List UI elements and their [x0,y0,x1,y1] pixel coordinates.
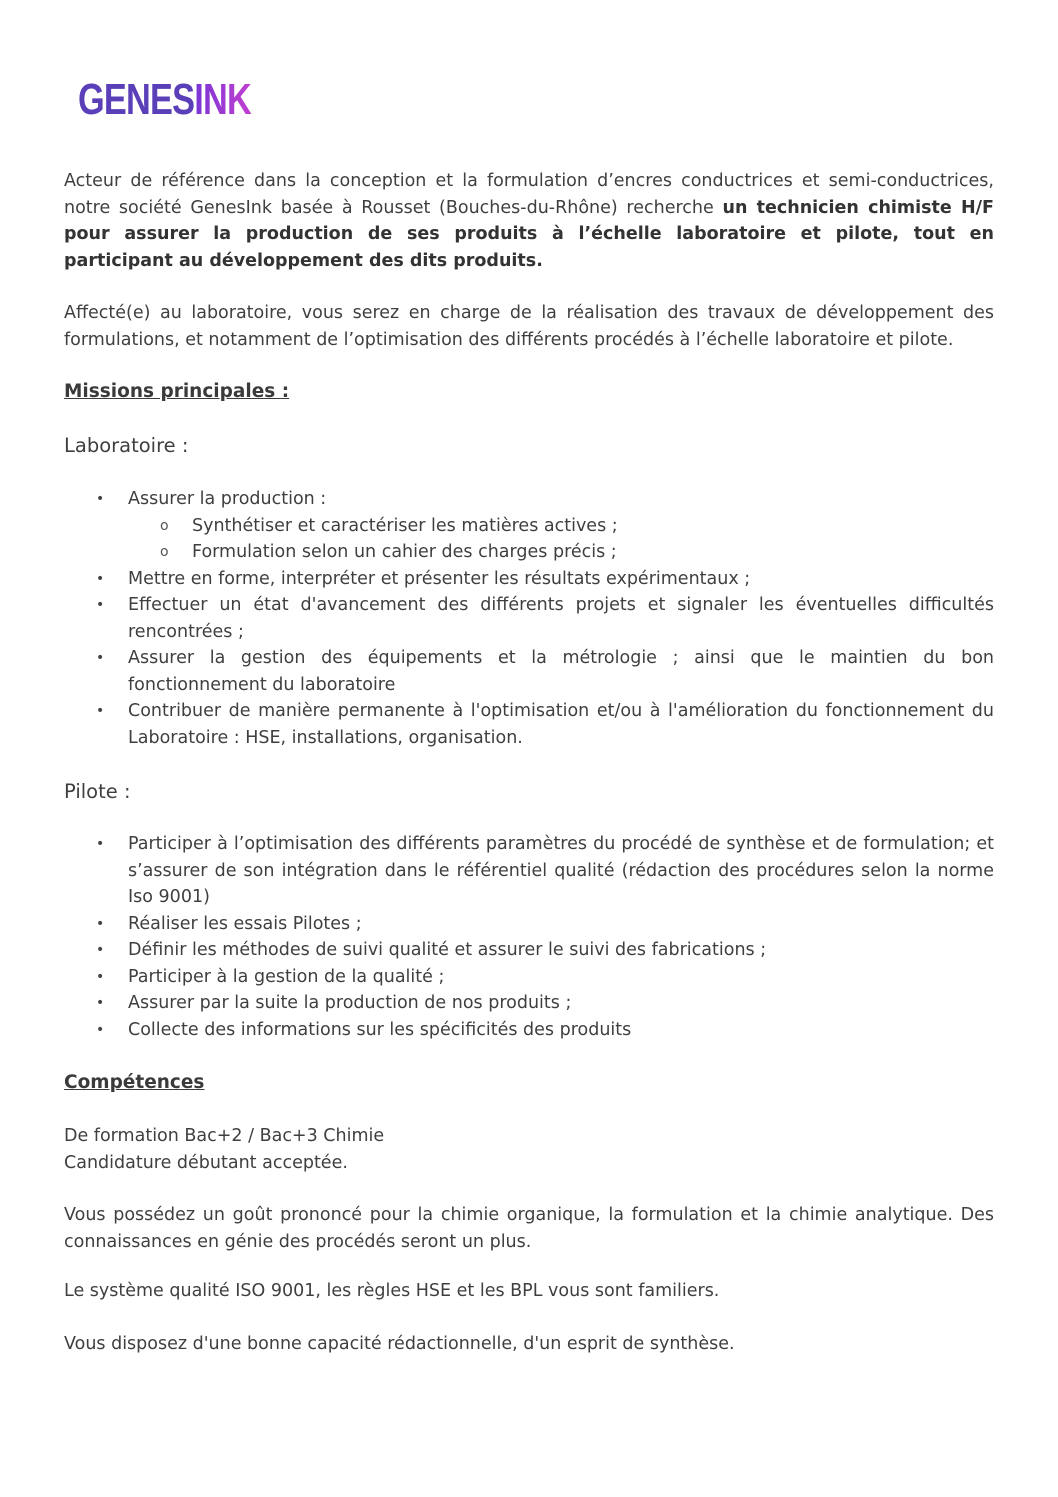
logo-text-ink: INK [194,75,252,124]
list-item: • Contribuer de manière permanente à l'optimisation et/ou à l'amélioration du fonctionnement du Laboratoire : HSE, installations, organisation. [64,698,994,751]
list-item: • Participer à la gestion de la qualité ; [64,964,994,991]
genesink-logo [78,75,252,124]
formation-line: De formation Bac+2 / Bac+3 Chimie [64,1126,385,1146]
list-item: • Mettre en forme, interpréter et présenter les résultats expérimentaux ; [64,566,994,593]
redaction-paragraph: Vous disposez d'une bonne capacité rédactionnelle, d'un esprit de synthèse. [64,1334,735,1354]
intro-paragraph [64,168,994,274]
list-item: • Assurer par la suite la production de nos produits ; [64,990,994,1017]
logo-text-genes: GENES [78,75,195,124]
intro-bold-text: un technicien chimiste H/F pour assurer la production de ses produits à l’échelle laboratoire et pilote, tout en participant au développement des dits produits. [64,197,995,271]
intro-text: Acteur de référence dans la conception et la formulation d’encres conductrices et semi-conductrices, notre société GenesInk basée à Rousset (Bouches-du-Rhône) recherche [64,171,994,218]
pilote-list [64,831,994,1043]
debutant-line: Candidature débutant acceptée. [64,1153,348,1173]
list-item: • Participer à l’optimisation des différents paramètres du procédé de synthèse et de formulation; et s’assurer de son intégration dans le référentiel qualité (rédaction des procédures selon la norme Iso 9001) [64,831,994,911]
missions-heading: Missions principales : [64,381,290,402]
list-item: • Assurer la production : o Synthétiser et caractériser les matières actives ; o Formulation selon un cahier des charges précis ; [64,486,994,566]
sub-list-item: o Synthétiser et caractériser les matières actives ; [64,513,994,540]
laboratoire-title: Laboratoire : [64,434,189,457]
pilote-title: Pilote : [64,780,131,803]
affecte-paragraph: Affecté(e) au laboratoire, vous serez en charge de la réalisation des travaux de développement des formulations, et notamment de l’optimisation des différents procédés à l’échelle laboratoire et pilote. [64,303,994,350]
list-item: • Effectuer un état d'avancement des différents projets et signaler les éventuelles difficultés rencontrées ; [64,592,994,645]
gout-paragraph: Vous possédez un goût prononcé pour la chimie organique, la formulation et la chimie analytique. Des connaissances en génie des procédés seront un plus. [64,1205,994,1252]
laboratoire-list [64,486,994,751]
list-item: • Définir les méthodes de suivi qualité et assurer le suivi des fabrications ; [64,937,994,964]
list-item: • Assurer la gestion des équipements et la métrologie ; ainsi que le maintien du bon fonctionnement du laboratoire [64,645,994,698]
qualite-paragraph: Le système qualité ISO 9001, les règles HSE et les BPL vous sont familiers. [64,1281,720,1301]
competences-heading: Compétences [64,1072,205,1093]
list-item: • Collecte des informations sur les spécificités des produits [64,1017,994,1044]
list-item: • Réaliser les essais Pilotes ; [64,911,994,938]
sub-list-item: o Formulation selon un cahier des charges précis ; [64,539,994,566]
production-sublist [128,513,994,566]
